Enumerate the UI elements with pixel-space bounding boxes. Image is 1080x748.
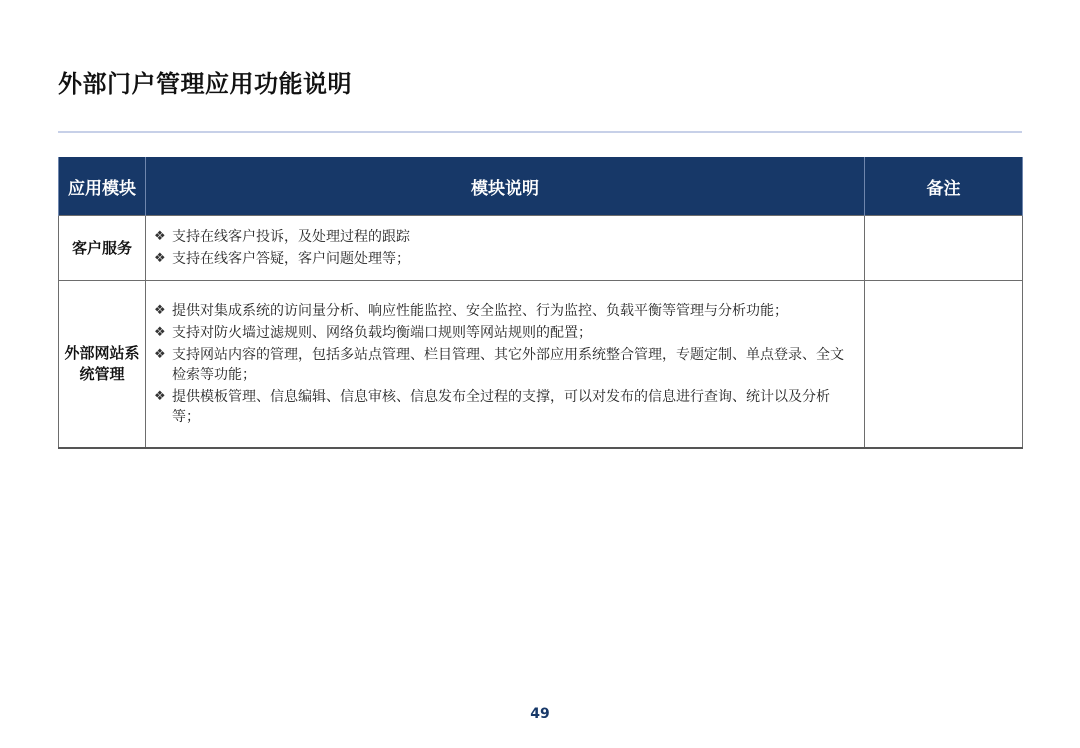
header-description: 模块说明 bbox=[146, 157, 865, 216]
list-item bbox=[154, 301, 856, 321]
description-cell bbox=[146, 216, 865, 281]
list-item bbox=[154, 323, 856, 343]
diamond-bullet-icon: ❖ bbox=[154, 346, 166, 362]
diamond-bullet-icon: ❖ bbox=[154, 302, 166, 318]
list-item bbox=[154, 345, 856, 385]
module-name-cell bbox=[59, 281, 146, 448]
header-module: 应用模块 bbox=[59, 157, 146, 216]
diamond-bullet-icon: ❖ bbox=[154, 388, 166, 404]
list-item-text: 支持对防火墙过滤规则、网络负载均衡端口规则等网站规则的配置； bbox=[172, 324, 592, 341]
module-name: 客户服务 bbox=[71, 238, 132, 257]
list-item-text: 支持在线客户投诉，及处理过程的跟踪 bbox=[172, 229, 410, 245]
table-header-row bbox=[59, 157, 1023, 216]
list-item-text: 支持在线客户答疑，客户问题处理等； bbox=[172, 251, 410, 267]
remarks-cell bbox=[865, 281, 1023, 448]
description-cell bbox=[146, 281, 865, 448]
page-number: 49 bbox=[530, 706, 550, 722]
function-table bbox=[58, 157, 1023, 449]
diamond-bullet-icon: ❖ bbox=[154, 229, 166, 244]
description-list bbox=[154, 227, 856, 269]
diamond-bullet-icon: ❖ bbox=[154, 324, 166, 340]
list-item-text: 提供对集成系统的访问量分析、响应性能监控、安全监控、行为监控、负载平衡等管理与分析功能； bbox=[172, 302, 788, 319]
table-row bbox=[59, 216, 1023, 281]
list-item bbox=[154, 249, 856, 269]
header-remarks: 备注 bbox=[865, 157, 1023, 216]
list-item-text: 支持网站内容的管理，包括多站点管理、栏目管理、其它外部应用系统整合管理，专题定制、单点登录、全文检索等功能； bbox=[172, 346, 844, 383]
module-name-cell bbox=[59, 216, 146, 281]
remarks-cell bbox=[865, 216, 1023, 281]
module-name-line: 外部网站系 bbox=[64, 343, 140, 362]
list-item bbox=[154, 227, 856, 247]
table-row bbox=[59, 281, 1023, 448]
title-divider bbox=[58, 131, 1022, 133]
list-item bbox=[154, 387, 856, 427]
diamond-bullet-icon: ❖ bbox=[154, 251, 166, 266]
list-item-text: 提供模板管理、信息编辑、信息审核、信息发布全过程的支撑，可以对发布的信息进行查询、统计以及分析等； bbox=[172, 388, 830, 425]
module-name-line: 统管理 bbox=[79, 364, 125, 383]
description-list bbox=[154, 301, 856, 427]
page-title: 外部门户管理应用功能说明 bbox=[58, 70, 352, 98]
